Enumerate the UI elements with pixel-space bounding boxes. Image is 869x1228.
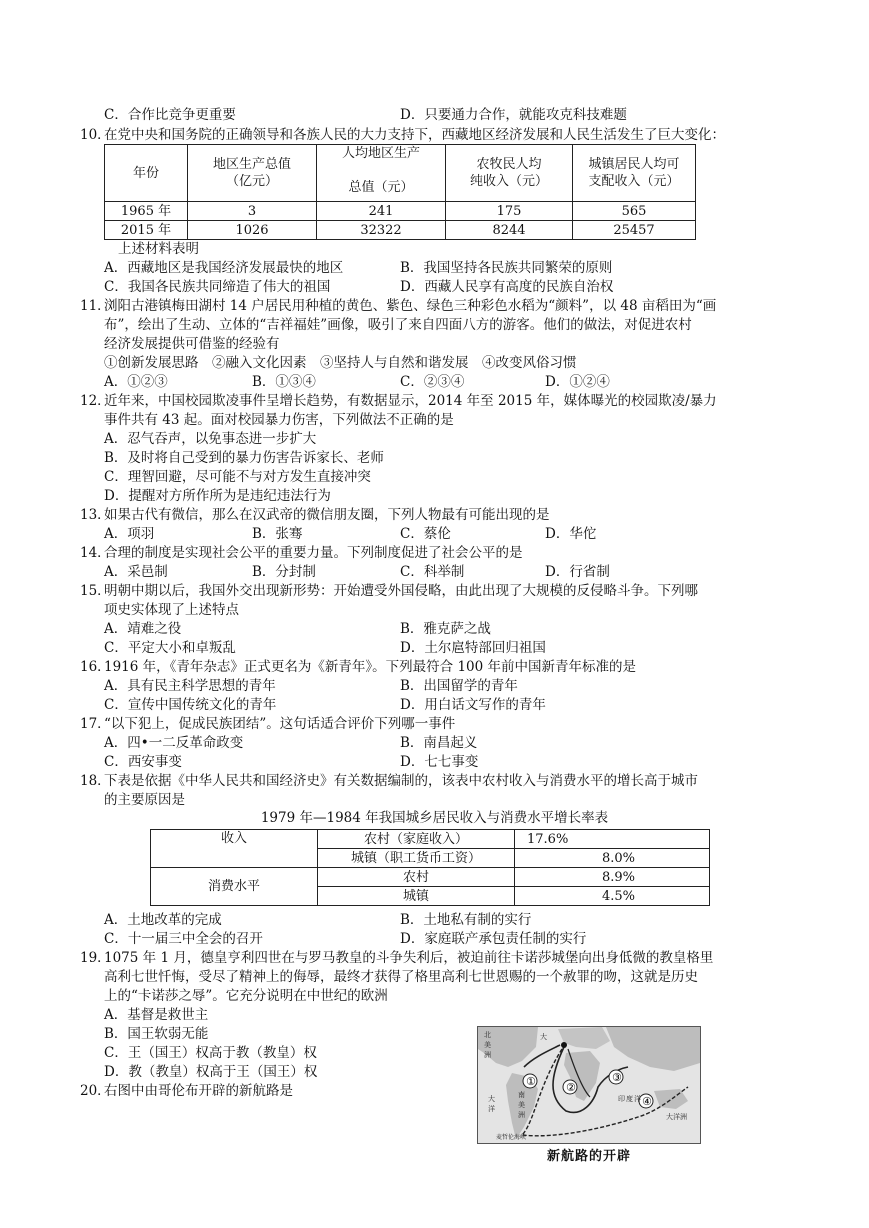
q11-stem-line: 经济发展提供可借鉴的经验有 (104, 336, 280, 352)
route-label-4: ④ (642, 1095, 652, 1108)
map-place-label: 美 (518, 1101, 525, 1109)
q9-option-d: D．只要通力合作，就能攻克科技难题 (400, 107, 627, 123)
q18-stem-line: 的主要原因是 (104, 792, 185, 808)
q17-option-c: C．西安事变 (104, 754, 182, 770)
q15-stem-line: 项史实体现了上述特点 (104, 602, 239, 618)
q10-header-cell: 人均地区生产 总值（元） (317, 145, 446, 202)
q10-stem: 在党中央和国务院的正确领导和各族人民的大力支持下，西藏地区经济发展和人民生活发生了巨大变化： (104, 127, 725, 143)
q19-stem-line: 高利七世忏悔，受尽了精神上的侮辱，最终才获得了格里高利七世恩赐的一个赦罪的吻，这就是历史 (104, 969, 698, 985)
q11-stem-line: 浏阳古港镇梅田湖村 14 户居民用种植的黄色、紫色、绿色三种彩色水稻为“颜料”，以 48 亩稻田为“画 (104, 298, 717, 314)
q10-table (104, 144, 696, 240)
q18-cell: 农村 (318, 868, 515, 887)
q11-option-a: A．①②③ (104, 374, 168, 390)
q14-option-d: D．行省制 (545, 564, 610, 580)
map-place-label: 洋 (634, 1095, 641, 1103)
q10-cell: 2015 年 (105, 221, 188, 240)
q10-table-header (105, 145, 696, 202)
q10-cell: 32322 (317, 221, 446, 240)
map-caption: 新航路的开辟 (546, 1149, 631, 1164)
map-place-label: 北 (484, 1031, 491, 1039)
q11-option-b: B．①③④ (252, 374, 316, 390)
map-place-label: 美 (484, 1041, 491, 1049)
q15-option-a: A．靖难之役 (104, 621, 182, 637)
q13-option-a: A．项羽 (104, 526, 155, 542)
q19-option-c: C．王（国王）权高于教（教皇）权 (104, 1045, 317, 1061)
q18-number: 18． (80, 773, 111, 789)
q10-cell: 1965 年 (105, 202, 188, 221)
q14-option-c: C．科举制 (400, 564, 465, 580)
q10-cell: 25457 (573, 221, 696, 240)
q18-cell: 8.0% (515, 849, 710, 868)
q18-option-b: B．土地私有制的实行 (400, 912, 532, 928)
q11-option-d: D．①②④ (545, 374, 610, 390)
q14-stem: 合理的制度是实现社会公平的重要力量。下列制度促进了社会公平的是 (104, 545, 523, 561)
table-row (151, 830, 710, 849)
q16-option-c: C．宣传中国传统文化的青年 (104, 697, 277, 713)
q14-option-a: A．采邑制 (104, 564, 168, 580)
route-label-3: ③ (612, 1071, 622, 1084)
q18-stem-line: 下表是依据《中华人民共和国经济史》有关数据编制的，该表中农村收入与消费水平的增长高于城市 (104, 773, 698, 789)
q16-option-a: A．具有民主科学思想的青年 (104, 678, 276, 694)
route-label-2: ② (566, 1081, 576, 1094)
q10-number: 10． (80, 127, 111, 143)
map-place-label: 洋 (488, 1105, 495, 1113)
q12-option-b: B．及时将自己受到的暴力伤害告诉家长、老师 (104, 450, 384, 466)
q10-lead: 上述材料表明 (118, 241, 199, 257)
q15-stem-line: 明朝中期以后，我国外交出现新形势：开始遭受外国侵略，由此出现了大规模的反侵略斗争。下列哪 (104, 583, 698, 599)
q13-option-d: D．华佗 (545, 526, 597, 542)
q10-header-cell: 农牧民人均 纯收入（元） (446, 145, 573, 202)
q20-stem: 右图中由哥伦布开辟的新航路是 (104, 1083, 293, 1099)
q16-number: 16． (80, 659, 111, 675)
q10-cell: 1026 (188, 221, 317, 240)
q18-cell: 17.6% (515, 830, 710, 849)
q10-header-cell: 年份 (105, 145, 188, 202)
q11-stem-line: 布”，绘出了生动、立体的“吉祥福娃”画像，吸引了来自四面八方的游客。他们的做法，对促进农村 (104, 317, 692, 333)
new-sea-routes-map (477, 1026, 701, 1144)
q10-header-cell: 地区生产总值 （亿元） (188, 145, 317, 202)
q17-option-b: B．南昌起义 (400, 735, 478, 751)
q15-option-d: D．土尔扈特部回归祖国 (400, 640, 546, 656)
q19-option-d: D．教（教皇）权高于王（国王）权 (104, 1064, 318, 1080)
q12-option-c: C．理智回避，尽可能不与对方发生直接冲突 (104, 469, 371, 485)
q15-option-b: B．雅克萨之战 (400, 621, 491, 637)
q10-cell: 3 (188, 202, 317, 221)
q18-consumption-label: 消费水平 (151, 868, 318, 906)
map-place-label: 麦哲伦海峡 (496, 1134, 527, 1141)
q16-stem: 1916 年，《青年杂志》正式更名为《新青年》。下列最符合 100 年前中国新青年标准的是 (104, 659, 636, 675)
q18-option-c: C．十一届三中全会的召开 (104, 931, 263, 947)
q13-option-c: C．蔡伦 (400, 526, 451, 542)
q18-cell: 8.9% (515, 868, 710, 887)
q18-option-a: A．土地改革的完成 (104, 912, 222, 928)
q14-option-b: B．分封制 (252, 564, 316, 580)
q17-option-d: D．七七事变 (400, 754, 479, 770)
q19-stem-line: 1075 年 1 月，德皇亨利四世在与罗马教皇的斗争失利后，被迫前往卡诺莎城堡向出身低微的教皇格里 (104, 950, 714, 966)
q19-number: 19． (80, 950, 111, 966)
q17-stem: “以下犯上，促成民族团结”。这句话适合评价下列哪一事件 (104, 716, 456, 732)
q14-number: 14． (80, 545, 111, 561)
q18-income-label: 收入 (151, 830, 318, 868)
map-place-label: 洲 (484, 1051, 491, 1059)
q12-option-d: D．提醒对方所作所为是违纪违法行为 (104, 488, 331, 504)
q18-table-title: 1979 年—1984 年我国城乡居民收入与消费水平增长率表 (260, 810, 609, 826)
q19-option-a: A．基督是救世主 (104, 1007, 209, 1023)
q16-option-b: B．出国留学的青年 (400, 678, 518, 694)
map-place-label: 印 (618, 1095, 625, 1103)
q18-cell: 城镇 (318, 887, 515, 906)
q12-stem-line: 事件共有 43 起。面对校园暴力伤害，下列做法不正确的是 (104, 412, 454, 428)
q9-option-c: C．合作比竞争更重要 (104, 107, 236, 123)
table-row (105, 221, 696, 240)
table-row (151, 868, 710, 887)
q10-cell: 8244 (446, 221, 573, 240)
q11-option-c: C．②③④ (400, 374, 465, 390)
map-place-label: 度 (626, 1095, 633, 1103)
q16-option-d: D．用白话文写作的青年 (400, 697, 546, 713)
q18-table (150, 829, 710, 906)
q15-number: 15． (80, 583, 111, 599)
q10-option-b: B．我国坚持各民族共同繁荣的原则 (400, 260, 613, 276)
table-row (105, 202, 696, 221)
map-place-label: 洲 (518, 1111, 525, 1119)
q20-number: 20． (80, 1083, 111, 1099)
q18-cell: 城镇（职工货币工资） (318, 849, 515, 868)
q10-option-a: A．西藏地区是我国经济发展最快的地区 (104, 260, 344, 276)
q19-stem-line: 上的“卡诺莎之辱”。它充分说明在中世纪的欧洲 (104, 988, 388, 1004)
route-label-1: ① (526, 1075, 536, 1088)
q18-cell: 4.5% (515, 887, 710, 906)
map-place-label: 大 (540, 1033, 547, 1041)
map-place-label: 南 (518, 1091, 525, 1099)
q17-option-a: A．四•一二反革命政变 (104, 735, 244, 751)
q11-items: ①创新发展思路 ②融入文化因素 ③坚持人与自然和谐发展 ④改变风俗习惯 (104, 355, 577, 371)
map-place-label: 大 (488, 1095, 495, 1103)
q19-option-b: B．国王软弱无能 (104, 1026, 209, 1042)
q10-option-c: C．我国各民族共同缔造了伟大的祖国 (104, 279, 331, 295)
q13-option-b: B．张骞 (252, 526, 303, 542)
europe-origin-dot (561, 1042, 567, 1048)
q10-header-cell: 城镇居民人均可 支配收入（元） (573, 145, 696, 202)
map-drawing (478, 1027, 700, 1143)
q12-option-a: A．忍气吞声，以免事态进一步扩大 (104, 431, 317, 447)
q12-stem-line: 近年来，中国校园欺凌事件呈增长趋势，有数据显示，2014 年至 2015 年，媒体曝光的校园欺凌/暴力 (104, 393, 717, 409)
q10-option-d: D．西藏人民享有高度的民族自治权 (400, 279, 614, 295)
q13-stem: 如果古代有微信，那么在汉武帝的微信朋友圈，下列人物最有可能出现的是 (104, 507, 550, 523)
q18-cell: 农村（家庭收入） (318, 830, 515, 849)
q11-number: 11． (80, 298, 111, 314)
map-place-label: 大洋洲 (666, 1113, 687, 1121)
q10-cell: 175 (446, 202, 573, 221)
q18-option-d: D．家庭联产承包责任制的实行 (400, 931, 587, 947)
q17-number: 17． (80, 716, 111, 732)
q10-cell: 565 (573, 202, 696, 221)
q10-cell: 241 (317, 202, 446, 221)
q12-number: 12． (80, 393, 111, 409)
q13-number: 13． (80, 507, 111, 523)
q15-option-c: C．平定大小和卓叛乱 (104, 640, 236, 656)
